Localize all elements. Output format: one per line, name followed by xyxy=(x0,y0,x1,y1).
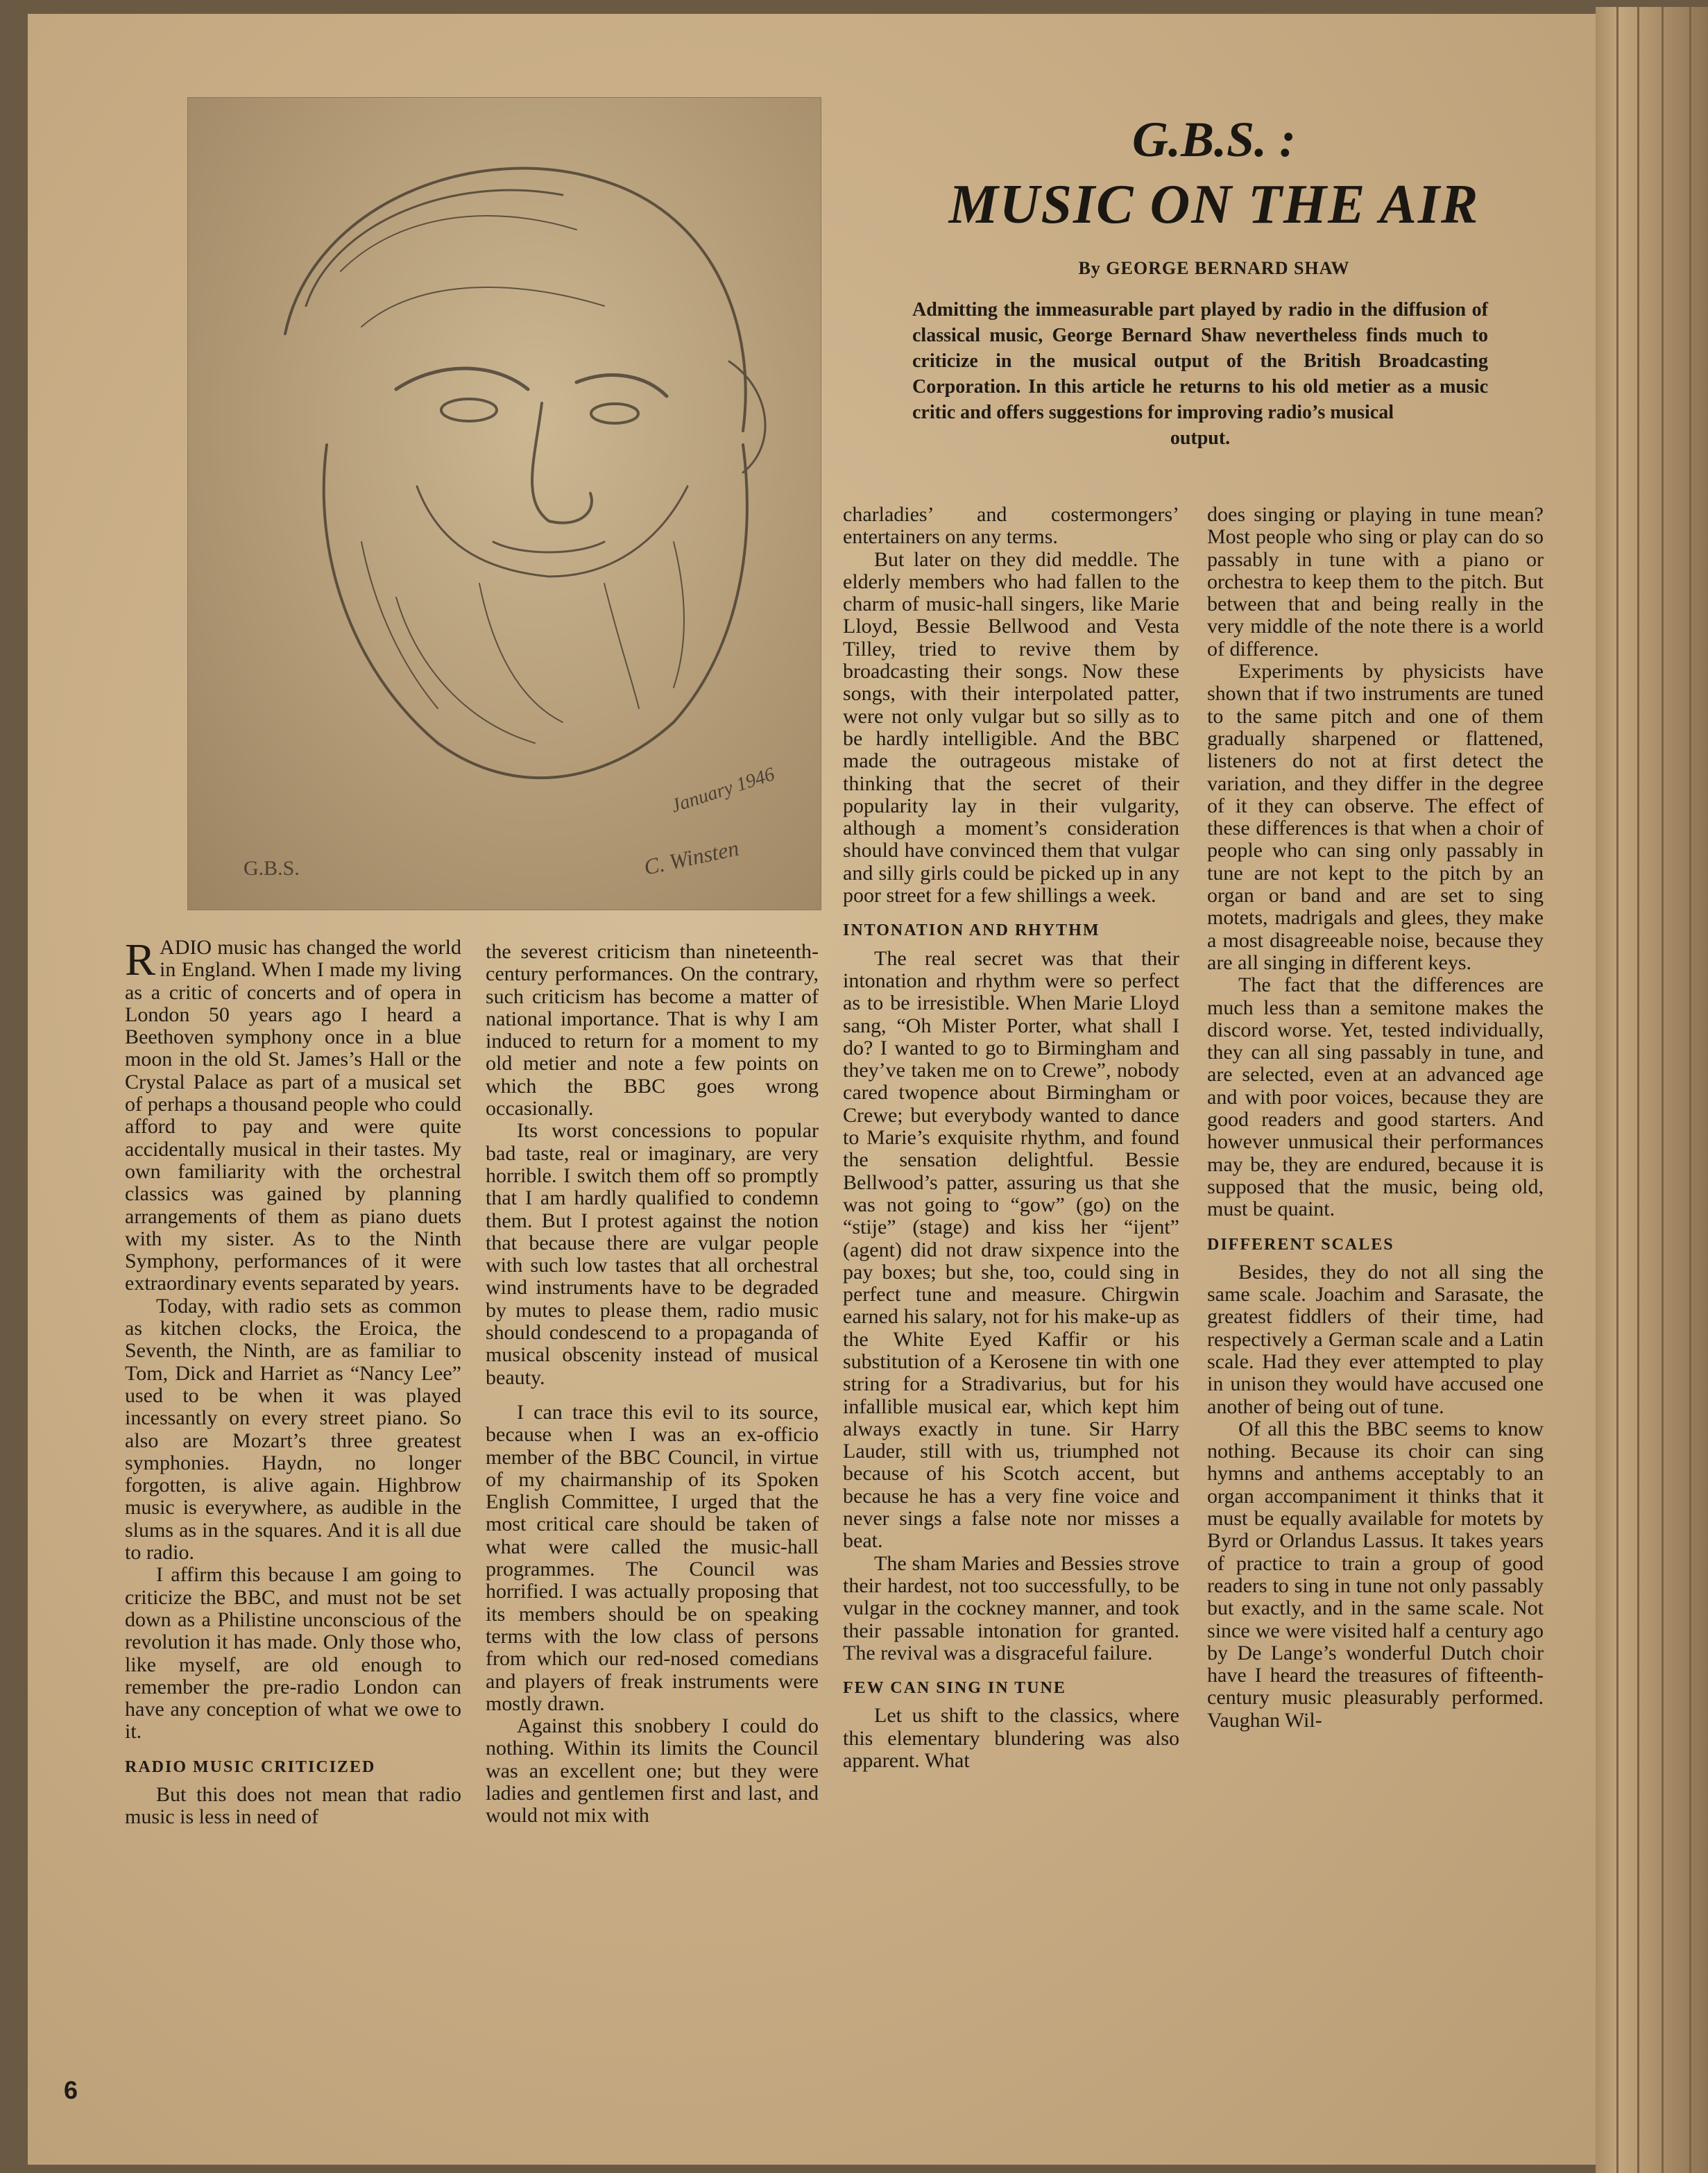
column-1 xyxy=(125,937,461,1829)
col4-paragraph-3: The fact that the differences are much less than a semitone makes the discord worse. Yet, tested individually, they can all sing passably in tune, and are selected, even at an advanced age and with poor voices, because they are good readers and good starters. And however unmusical their performances may be, they are endured, because it is supposed that the music, being old, must be quaint. xyxy=(1207,973,1544,1221)
article-title: MUSIC ON THE AIR xyxy=(948,174,1480,235)
portrait-drawing xyxy=(188,98,821,910)
col4-subhead: DIFFERENT SCALES xyxy=(1207,1235,1394,1254)
dropcap: R xyxy=(125,935,156,985)
col3-paragraph-4: The sham Maries and Bessies strove their hardest, not too successfully, to be vulgar in the cockney manner, and took their passable intonation for granted. The revival was a disgraceful failure. xyxy=(843,1551,1179,1664)
portrait-sketch xyxy=(187,97,821,910)
sketch-initials: G.B.S. xyxy=(244,857,300,880)
page-number: 6 xyxy=(64,2076,78,2104)
col4-paragraph-2: Experiments by physicists have shown that if two instruments are tuned to the same pitch and one of them gradually sharpened or flattened, listeners do not at first detect the variation, and they differ in the degree of it they can observe. The effect of these differences is that when a choir of people who can sing only passably in tune are not kept to the pitch by an organ or band and are set to sing motets, madrigals and glees, they make a most disagreeable noise, because they are all singing in different keys. xyxy=(1207,660,1544,974)
standfirst-end: output. xyxy=(1170,427,1231,449)
col4-paragraph-1: does singing or playing in tune mean? Most people who sing or play can do so passably in tune with a piano or orchestra to keep them to the pitch. But between that and being really in the very middle of the note there is a world of difference. xyxy=(1207,503,1544,661)
column-4 xyxy=(1207,504,1544,1732)
col4-paragraph-5: Of all this the BBC seems to know nothing. Because its choir can sing hymns and anthems acceptably to an organ accompaniment it thinks that it must be equally available for motets by Byrd or Orlandus Lassus. It takes years of practice to train a group of good readers to sing in tune not only passably but exactly, and in the same scale. Not since we were visited half a century ago by De Lange’s wonderful Dutch choir have I heard the treasures of fifteenth-century music pleasurably performed. Vaughan Wil- xyxy=(1207,1417,1544,1732)
article-standfirst xyxy=(912,297,1488,451)
col1-paragraph-4: But this does not mean that radio music is less in need of xyxy=(125,1782,461,1829)
column-2 xyxy=(486,941,819,1827)
col2-paragraph-1: the severest criticism than nineteenth-century performances. On the contrary, such criticism has become a matter of national importance. That is why I am induced to return for a moment to my old metier and note a few points on which the BBC goes wrong occasionally. xyxy=(486,940,819,1120)
article-byline: By GEORGE BERNARD SHAW xyxy=(1078,258,1350,278)
col1-paragraph-3: I affirm this because I am going to criticize the BBC, and must not be set down as a Philistine unconscious of the revolution it has made. Only those who, like myself, are old enough to remember the pre-radio London can have any conception of what we owe to it. xyxy=(125,1563,461,1744)
col3-paragraph-3: The real secret was that their intonation and rhythm were so perfect as to be irresistible. When Marie Lloyd sang, “Oh Mister Porter, what shall I do? I wanted to go to Birmingham and they’ve taken me on to Crewe”, nobody cared twopence about Birmingham or Crewe; but everybody wanted to dance to Marie’s exquisite rhythm, and found the sensation delightful. Bessie Bellwood’s patter, assuring us that she was not going to “gow” (go) on the “stije” (stage) and kiss her “ijent” (agent) did not draw sixpence into the pay boxes; but she, too, could sing in perfect tune and measure. Chirgwin earned his salary, not for his make-up as the White Eyed Kaffir or his substitution of a Kerosene tin with one string for a Stradivarius, but for his infallible musical ear, which kept him always exactly in tune. Sir Harry Lauder, still with us, triumphed not because of his Scotch accent, but because he has a very fine voice and never sings a false note nor misses a beat. xyxy=(843,946,1179,1553)
col3-subhead-1: INTONATION AND RHYTHM xyxy=(843,921,1100,940)
col1-subhead: RADIO MUSIC CRITICIZED xyxy=(125,1757,376,1776)
col1-paragraph-1: RADIO music has changed the world in England. When I made my living as a critic of concerts and of opera in London 50 years ago I heard a Beethoven symphony once in a blue moon in the old St. James’s Hall or the Crystal Palace as part of a musical set of perhaps a thousand people who could afford to pay and were quite accidentally musical in their tastes. My own familiarity with the orchestral classics was gained by planning arrangements of them as piano duets with my sister. As to the Ninth Symphony, performances of it were extraordinary events separated by years. xyxy=(125,935,461,1295)
col2-paragraph-3: I can trace this evil to its source, because when I was an ex-officio member of the BBC Council, in virtue of my chairmanship of its Spoken English Committee, I urged that the most critical care should be taken of what were called the music-hall programmes. The Council was horrified. I was actually proposing that its members should be on speaking terms with the low class of persons from which our red-nosed comedians and players of freak instruments were mostly drawn. xyxy=(486,1400,819,1715)
svg-text:C. Winsten: C. Winsten xyxy=(641,835,742,880)
col3-subhead-2: FEW CAN SING IN TUNE xyxy=(843,1679,1066,1698)
col3-paragraph-2: But later on they did meddle. The elderly members who had fallen to the charm of music-hall singers, like Marie Lloyd, Bessie Bellwood and Vesta Tilley, tried to revive them by broadcasting their songs. Now these songs, with their interpolated patter, were not only vulgar but so silly as to be hardly intelligible. And the BBC made the outrageous mistake of thinking that the secret of their popularity lay in their vulgarity, although a moment’s consideration should have convinced them that vulgar and silly girls could be picked up in any poor street for a few shillings a week. xyxy=(843,547,1179,907)
col3-paragraph-1: charladies’ and costermongers’ entertainers on any terms. xyxy=(843,503,1179,549)
svg-text:January 1946: January 1946 xyxy=(668,763,778,817)
col3-paragraph-5: Let us shift to the classics, where this elementary blundering was also apparent. What xyxy=(843,1704,1179,1773)
col2-paragraph-4: Against this snobbery I could do nothing. Within its limits the Council was an excellent one; but they were ladies and gentlemen first and last, and would not mix with xyxy=(486,1714,819,1827)
standfirst-text: Admitting the immeasurable part played by radio in the diffusion of classical music, George Bernard Shaw nevertheless finds much to criticize in the musical output of the British Broadcasting Corporation. In this article he returns to his old metier as a music critic and offers suggestions for improving radio’s musical xyxy=(912,299,1488,423)
column-3 xyxy=(843,504,1179,1772)
page-stack-edge xyxy=(1596,7,1708,2173)
col2-paragraph-2: Its worst concessions to popular bad taste, real or imaginary, are very horrible. I switch them off so promptly that I am hardly qualified to condemn them. But I protest against the notion that because there are vulgar people with such low tastes that all orchestral wind instruments have to be degraded by mutes to please them, radio music should condescend to a propaganda of musical obscenity instead of musical beauty. xyxy=(486,1119,819,1389)
col4-paragraph-4: Besides, they do not all sing the same scale. Joachim and Sarasate, the greatest fiddlers of their time, had respectively a German scale and a Latin scale. Had they ever attempted to play in unison they would have accused one another of being out of tune. xyxy=(1207,1260,1544,1418)
article-kicker: G.B.S. : xyxy=(1131,112,1297,167)
col1-paragraph-2: Today, with radio sets as common as kitchen clocks, the Eroica, the Seventh, the Ninth, are as familiar to Tom, Dick and Harriet as “Nancy Lee” used to be when it was played incessantly on every street piano. So also are Mozart’s three greatest symphonies. Haydn, no longer forgotten, is alive again. Highbrow music is everywhere, as audible in the slums as in the squares. And it is all due to radio. xyxy=(125,1294,461,1565)
